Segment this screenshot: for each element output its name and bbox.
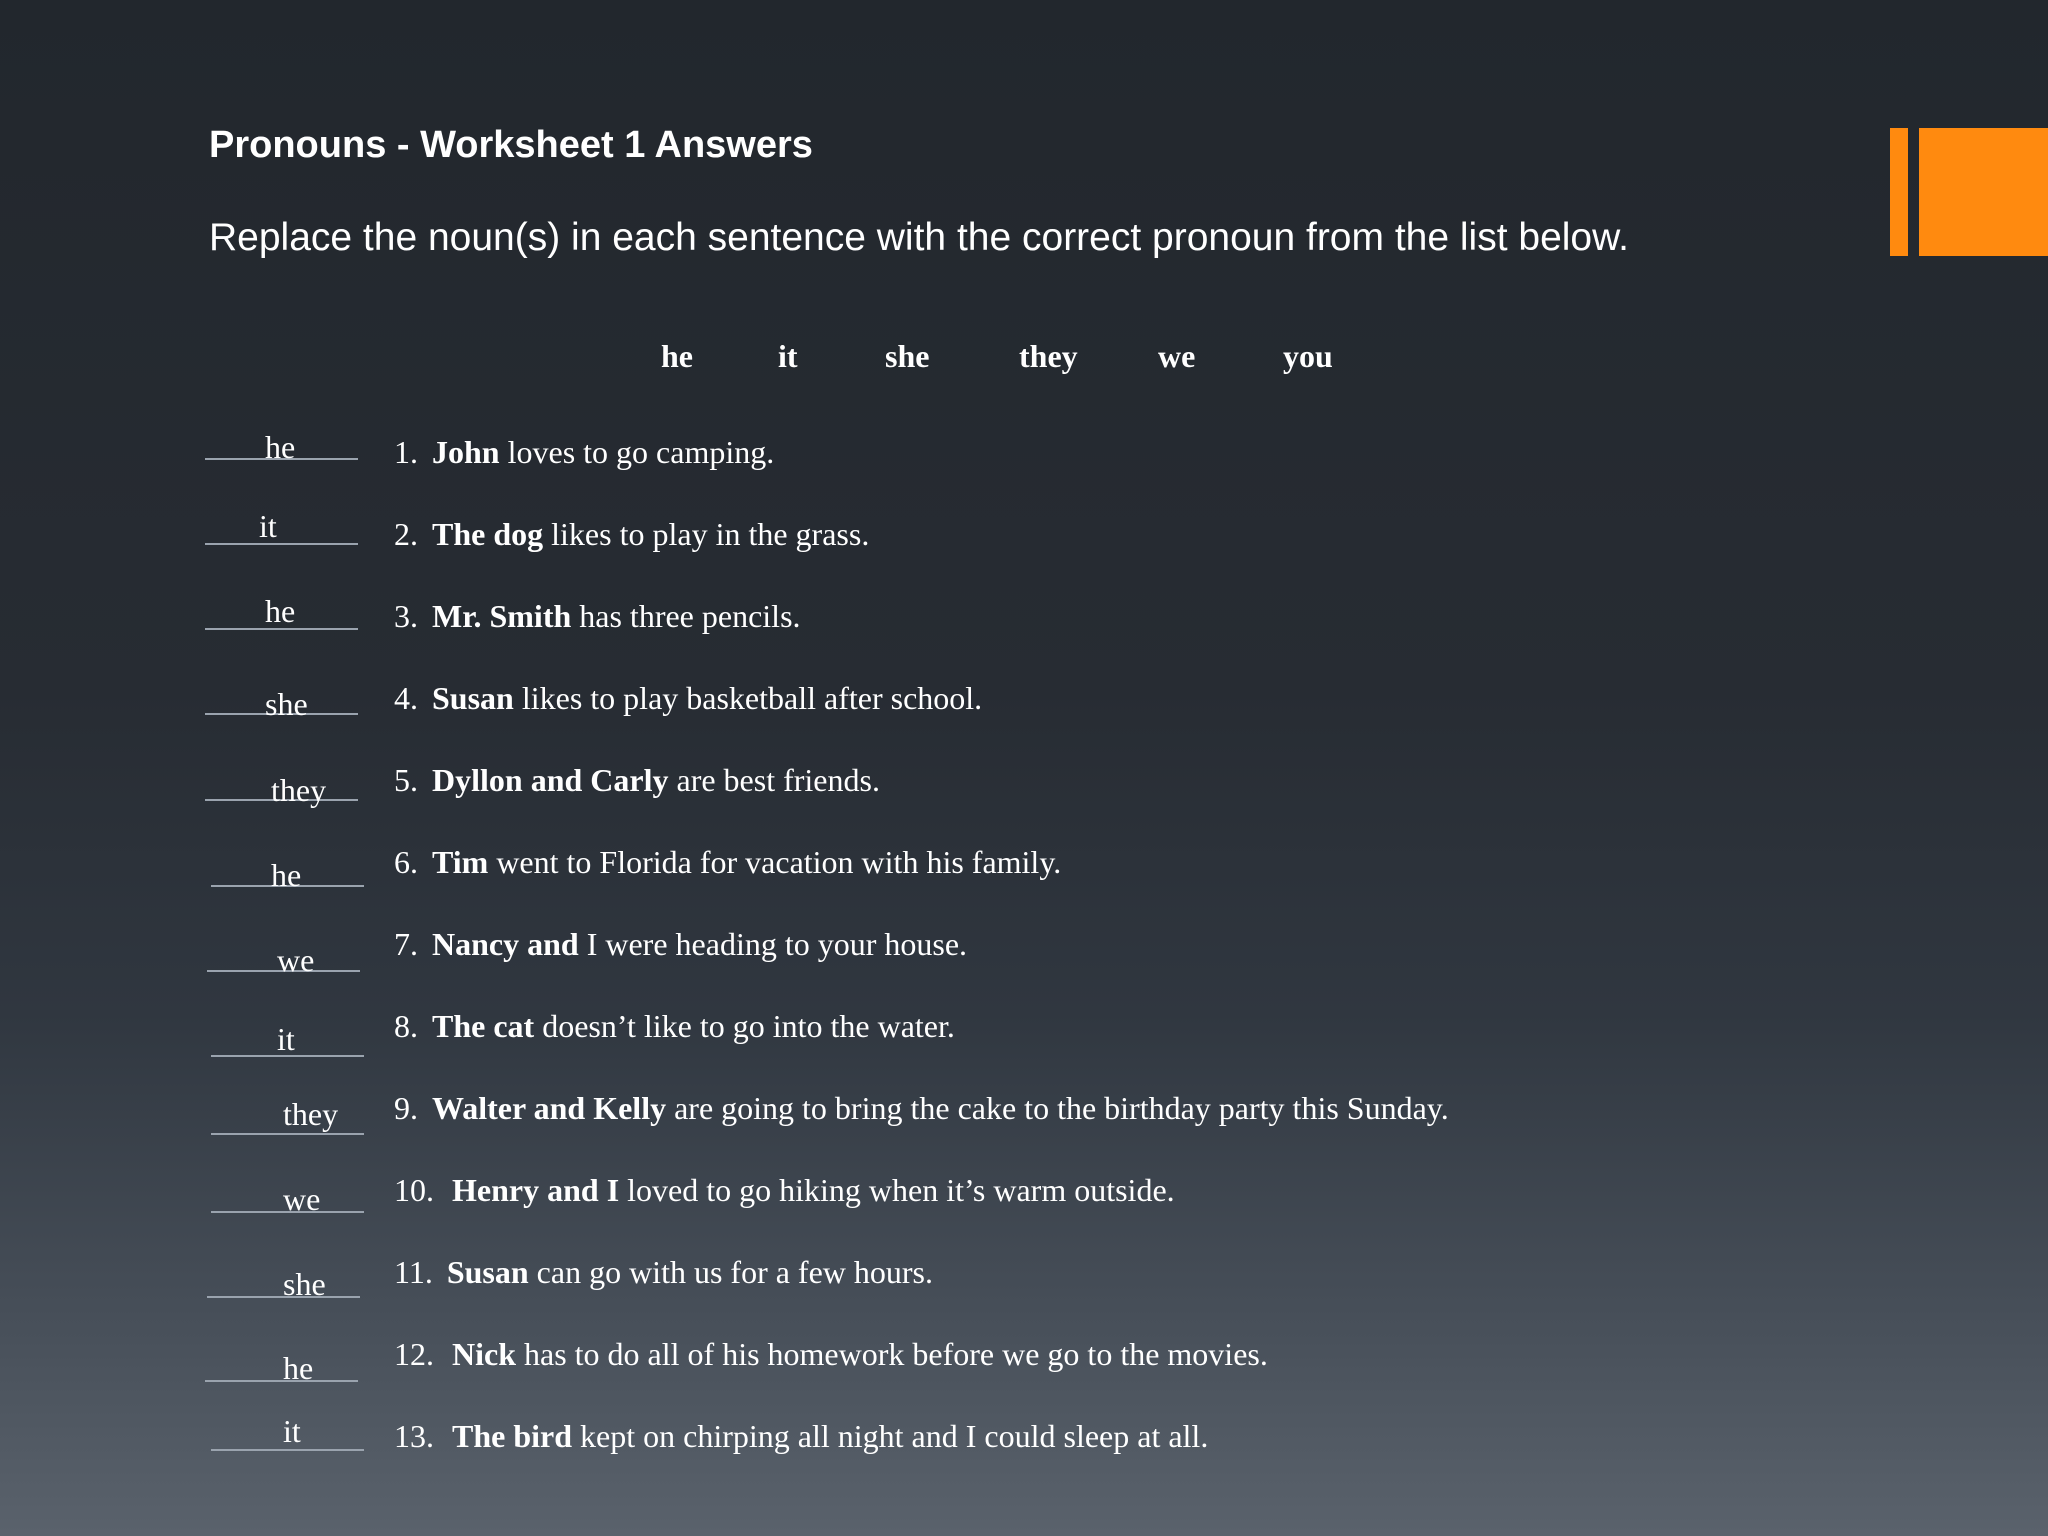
answer-line	[211, 1449, 364, 1451]
exercise-sentence	[394, 678, 982, 718]
sentence-rest: loves to go camping.	[499, 434, 775, 470]
item-number: 4.	[394, 680, 418, 716]
answer-text: he	[265, 593, 296, 629]
word-bank-item-it: it	[778, 338, 798, 374]
exercise-sentence	[394, 596, 801, 636]
sentence-subject: Mr. Smith	[432, 598, 572, 634]
sentence-subject: Susan	[446, 1254, 529, 1290]
sentence-subject: The dog	[432, 516, 544, 552]
sentence-rest: likes to play in the grass.	[543, 516, 870, 552]
exercise-sentence	[394, 1334, 1268, 1374]
answer-text: it	[283, 1413, 301, 1449]
sentence-subject: Walter and Kelly	[432, 1090, 667, 1126]
answer-text: we	[283, 1181, 321, 1217]
answer-text: he	[283, 1350, 314, 1386]
sentence-rest: are best friends.	[668, 762, 880, 798]
answer-text: it	[259, 508, 277, 544]
word-bank-item-they: they	[1019, 338, 1078, 374]
answer-text: they	[271, 772, 327, 808]
sentence-rest: are going to bring the cake to the birthday party this Sunday.	[666, 1090, 1449, 1126]
answer-text: he	[271, 857, 302, 893]
answer-text: she	[283, 1266, 326, 1302]
exercise-sentence	[394, 924, 967, 964]
sentence-subject: The cat	[432, 1008, 535, 1044]
sentence-rest: kept on chirping all night and I could sleep at all.	[572, 1418, 1209, 1454]
sentence-subject: The bird	[452, 1418, 573, 1454]
exercise-sentence	[394, 1252, 933, 1292]
sentence-rest: can go with us for a few hours.	[528, 1254, 933, 1290]
sentence-rest: has to do all of his homework before we go to the movies.	[516, 1336, 1268, 1372]
item-number: 3.	[394, 598, 418, 634]
item-number: 2.	[394, 516, 418, 552]
instructions: Replace the noun(s) in each sentence with the correct pronoun from the list below.	[209, 216, 1629, 259]
answer-line	[205, 543, 358, 545]
item-number: 7.	[394, 926, 418, 962]
page-title: Pronouns - Worksheet 1 Answers	[209, 124, 813, 166]
word-bank-item-she: she	[885, 338, 930, 374]
answer-text: we	[277, 942, 315, 978]
answer-text: they	[283, 1096, 339, 1132]
item-number: 13.	[394, 1418, 434, 1454]
sentence-rest: doesn’t like to go into the water.	[534, 1008, 955, 1044]
sentence-rest: loved to go hiking when it’s warm outside.	[619, 1172, 1175, 1208]
answer-text: he	[265, 429, 296, 465]
word-bank-item-you: you	[1283, 338, 1333, 374]
exercise-sentence	[394, 514, 869, 554]
sentence-rest: has three pencils.	[571, 598, 801, 634]
answer-line	[211, 1133, 364, 1135]
item-number: 9.	[394, 1090, 418, 1126]
answer-text: it	[277, 1021, 295, 1057]
word-bank-item-he: he	[661, 338, 693, 374]
item-number: 6.	[394, 844, 418, 880]
sentence-subject: John	[432, 434, 500, 470]
sentence-subject: Nancy and	[432, 926, 579, 962]
exercise-sentence	[394, 1416, 1208, 1456]
word-bank-item-we: we	[1158, 338, 1196, 374]
exercise-sentence	[394, 1006, 955, 1046]
exercise-sentence	[394, 1088, 1449, 1128]
exercise-sentence	[394, 842, 1061, 882]
answer-text: she	[265, 686, 308, 722]
answer-line	[205, 1380, 358, 1382]
sentence-rest: likes to play basketball after school.	[513, 680, 983, 716]
sentence-subject: Henry and I	[452, 1172, 620, 1208]
item-number: 12.	[394, 1336, 434, 1372]
item-number: 1.	[394, 434, 418, 470]
item-number: 10.	[394, 1172, 434, 1208]
exercise-sentence	[394, 432, 774, 472]
sentence-subject: Nick	[452, 1336, 516, 1372]
exercise-sentence	[394, 760, 880, 800]
item-number: 8.	[394, 1008, 418, 1044]
sentence-subject: Dyllon and Carly	[432, 762, 669, 798]
sentence-subject: Susan	[432, 680, 514, 716]
sentence-rest: went to Florida for vacation with his family.	[488, 844, 1062, 880]
exercise-sentence	[394, 1170, 1175, 1210]
sentence-rest: I were heading to your house.	[578, 926, 968, 962]
item-number: 11.	[394, 1254, 433, 1290]
sentence-subject: Tim	[432, 844, 489, 880]
item-number: 5.	[394, 762, 418, 798]
